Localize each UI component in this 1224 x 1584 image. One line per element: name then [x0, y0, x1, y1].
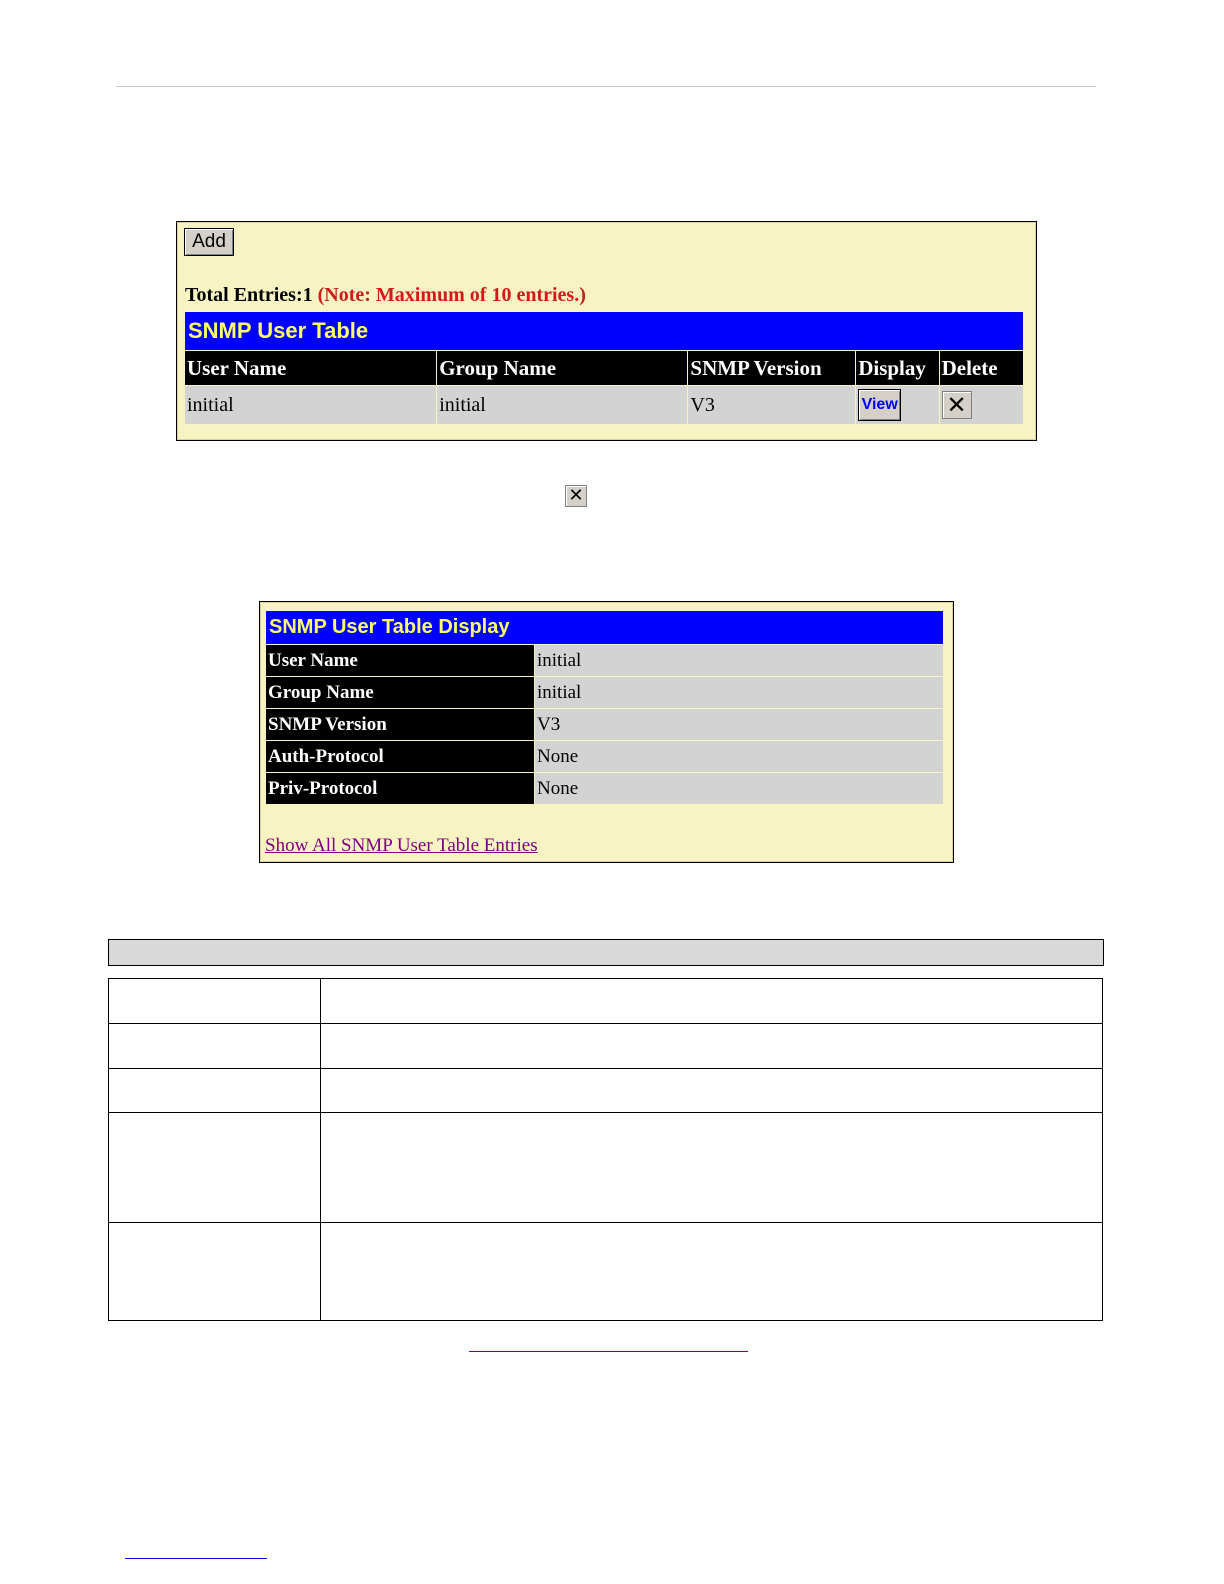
snmp-user-display-table	[265, 644, 944, 805]
display-label: SNMP Version	[266, 709, 534, 740]
table-header-row	[185, 351, 1023, 385]
delete-icon[interactable]: ✕	[942, 391, 972, 419]
display-row-auth-protocol	[266, 741, 943, 772]
col-group-name: Group Name	[437, 351, 687, 385]
cell-group-name: initial	[437, 386, 687, 424]
table-row	[185, 386, 1023, 424]
description-table-header	[108, 939, 1104, 966]
col-delete: Delete	[940, 351, 1023, 385]
display-value: V3	[535, 709, 943, 740]
display-value: initial	[535, 677, 943, 708]
view-button[interactable]: View	[858, 389, 901, 421]
description-table	[108, 978, 1103, 1321]
description-row-divider	[109, 1222, 1102, 1223]
total-entries	[185, 284, 586, 307]
snmp-user-table-title: SNMP User Table	[185, 312, 1023, 350]
cell-user-name: initial	[185, 386, 436, 424]
show-all-entries-link[interactable]: Show All SNMP User Table Entries	[265, 835, 538, 856]
display-label: Priv-Protocol	[266, 773, 534, 804]
snmp-user-table	[184, 350, 1024, 425]
snmp-user-display-title: SNMP User Table Display	[266, 611, 943, 644]
display-value: None	[535, 773, 943, 804]
description-row-divider	[109, 1112, 1102, 1113]
cell-snmp-version: V3	[688, 386, 855, 424]
delete-icon: ✕	[565, 485, 587, 507]
description-row-divider	[109, 1023, 1102, 1024]
description-row-divider	[109, 1068, 1102, 1069]
footer-link-underline[interactable]	[125, 1558, 267, 1559]
bottom-link-underline[interactable]	[469, 1351, 748, 1352]
total-entries-count: Total Entries:1	[185, 284, 313, 306]
display-value: initial	[535, 645, 943, 676]
display-row-priv-protocol	[266, 773, 943, 804]
display-label: Group Name	[266, 677, 534, 708]
display-value: None	[535, 741, 943, 772]
cell-delete	[940, 386, 1023, 424]
col-display: Display	[856, 351, 938, 385]
display-row-user-name	[266, 645, 943, 676]
display-label: User Name	[266, 645, 534, 676]
display-label: Auth-Protocol	[266, 741, 534, 772]
max-entries-note: (Note: Maximum of 10 entries.)	[317, 284, 586, 306]
add-button[interactable]: Add	[184, 228, 234, 256]
page-header-rule	[116, 86, 1096, 87]
col-snmp-version: SNMP Version	[688, 351, 855, 385]
display-row-snmp-version	[266, 709, 943, 740]
cell-display	[856, 386, 938, 424]
col-user-name: User Name	[185, 351, 436, 385]
display-row-group-name	[266, 677, 943, 708]
description-column-divider	[320, 979, 321, 1320]
